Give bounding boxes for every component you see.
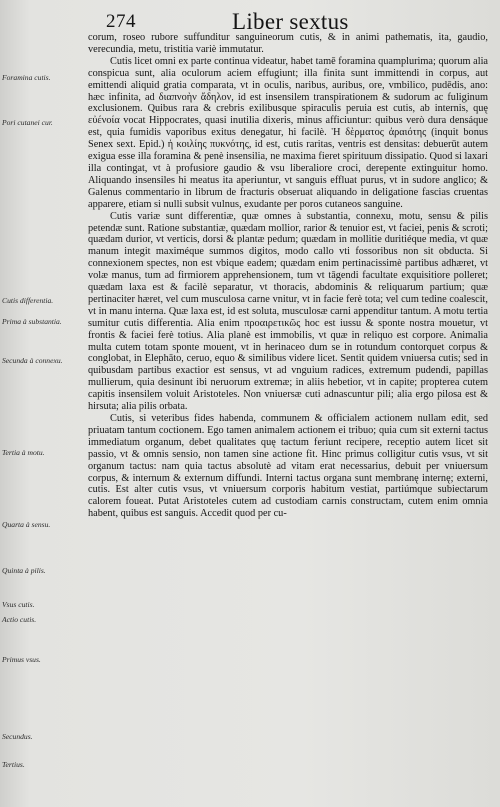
paragraph-continuation: corum, roseo rubore suffunditur sanguineorum cutis, & in animi pathematis, ita, gaudio, verecundia, metu, tristitia variè immutatur.	[88, 32, 488, 55]
margin-note: Primus vsus.	[2, 655, 41, 664]
paragraph-differentiae: Cutis variæ sunt differentiæ, quæ omnes à substantia, connexu, motu, sensu & pilis petendæ sunt. Ratione substantiæ, quædam mollior, rarior & tenuior est, vt faciei, penis & scroti; quædam durior, vt verticis, dorsi & plantæ pedum; quædam in mollitie duritiéque media, vt quæ manum integit maximéque summos digitos, modo callo vti fossoribus non sit obducta. Si connexionem spectes, non est vbique eadem; quædam enim pertinacissimè partibus adhæret, vt volæ manus, tum ad firmiorem apprehensionem, tum vt tāgendi facultate exquisitiore polleret; quædam laxa est & facilè separatur, vt thoracis, abdominis & reliquarum partium; quæ pertinaciter hæret, vel cum musculosa carne vnitur, vt in facie ferè tota; vel cum tedine coalescit, vt in manu interna. Quæ laxa est, id est soluta, musculosæ carni appenditur tantum. A motu tertia sumitur cutis differentia. Alia enim προαιρετικῶς hoc est iussu & sponte nostra mouetur, vt frontis & faciei ferè totius. Alia planè est immobilis, vt quæ in reliquo est corpore. Animalia multa cutem totam sponte mouent, vt in herinaceo dum se in rotundum contorquet corpus & conglobat, in Elephāto, ceruo, equo & similibus videre licet. Sentit quidem vniuersa cutis; sed in quibusdam partibus exactior est sensus, vt ad vnguium radices, extremum pudendi, papillas mullierum, quia desinunt ibi neruorum extremæ; in aliis hebetior, vt in capite; propterea cutem capitis insensilem voluit Aristoteles. Non vniuersæ cuti adnascuntur pili; alia ergo pilosa est & hirsuta; alia pilis orbata.	[88, 210, 488, 413]
page-number: 274	[106, 11, 136, 32]
margin-note: Quarta à sensu.	[2, 520, 51, 529]
margin-note: Quinta à pilis.	[2, 566, 46, 575]
body-text	[88, 32, 488, 520]
margin-note: Vsus cutis.	[2, 600, 35, 609]
margin-note: Foramina cutis.	[2, 73, 51, 82]
margin-note: Prima à substantia.	[2, 317, 62, 326]
margin-note: Secundus.	[2, 732, 33, 741]
running-title: Liber sextus	[232, 9, 349, 34]
paragraph-foramina: Cutis licet omni ex parte continua videatur, habet tamē foramina quamplurima; quorum alia conspicua sunt, alia oculorum aciem effugiunt; illa finita sunt immittendi in corpus, aut emittendi aliquid gratia comparata, vt in oculis, naribus, auribus, ore, vmbilico, pudēdis, ano: hæc infinita, ad διαπνοὴν ἄδηλον, id est insensilem transpirationem & sudorum ac fuliginum exclusionem. Quibus rara & crebris exilibusque spiraculis peruia est cutis, ab internis, quę εὐένοία vocat Hippocrates, quasi inutilia dixeris, minus afficiuntur: quibus verò dura densáque est, quia fumidis vaporibus exitus denegatur, hi facilè. Ἡ δὲρματος ἀραιότης (inquit bonus Senex sext. Epid.) ἡ κοιλίης πυκνότης, id est, cutis raritas, ventris est densitas: debuerūt autem exigua esse illa foramina & penè insensilia, ne maxima fieret spirituum dissipatio. Quod si laxari illa contingat, vt à profusiore gaudio & vsu liberaliore croci, derepente extinguitur homo. Aliquando insensiles hi meatus ita aperiuntur, vt sanguis effluat purus, vt in sudore anglico; & Galenus commentario in librum de fracturis obseruat aliquando in deligatione fascias cruentas apparere, etiam si nulli subsit vulnus, exudante per poros cutaneos sanguine.	[88, 55, 488, 210]
margin-note: Cutis differentia.	[2, 296, 54, 305]
margin-note: Tertius.	[2, 760, 25, 769]
margin-note: Tertia à motu.	[2, 448, 45, 457]
margin-note: Actio cutis.	[2, 615, 37, 624]
paragraph-vsus: Cutis, si veteribus fides habenda, communem & officialem actionem nullam edit, sed priuatam tantum coctionem. Ego tamen animalem actionem ei tribuo; quia cum sit externi tactus immediatum organum, debet qualitates quę tactum feriunt recipere, receptio autem licet sit passio, vt & omnis sensio, non tamen sine actione fit. Hinc primus colligitur cutis vsus, vt sit organum tactus: nam quia tactus absolutè ad vitam erat necessarius, debuit per vniuersum corpus, & internum & externum diffundi. Interni tactus organa sunt membranę internę; externi, cutis. Est alter cutis vsus, vt vniuersum corporis habitum vestiat, partiúmque subiectarum calorem foueat. Putat Aristoteles cutem ad custodiam carnis constructam, cutem enim omnia habent, quibus est sanguis. Accedit quod per cu-	[88, 413, 488, 520]
margin-note: Secunda à connexu.	[2, 356, 63, 365]
margin-note: Pori cutanei cur.	[2, 118, 53, 127]
